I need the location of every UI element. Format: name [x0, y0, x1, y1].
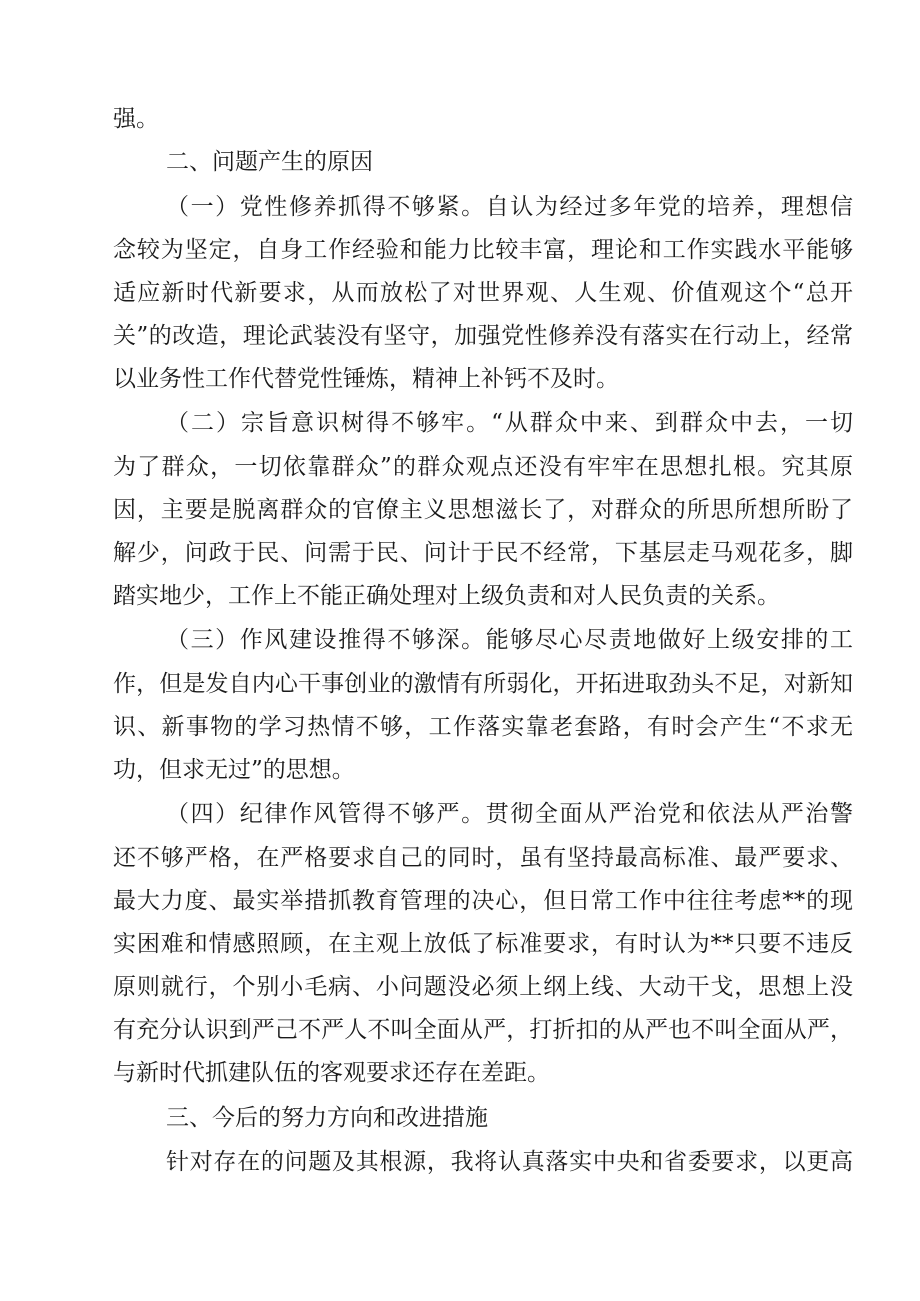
paragraph-line: 最大力度、最实举措抓教育管理的决心，但日常工作中往往考虑**的现 — [113, 888, 853, 914]
paragraph-line: （一）党性修养抓得不够紧。自认为经过多年党的培养，理想信 — [166, 194, 853, 220]
paragraph-line: 作，但是发自内心干事创业的激情有所弱化，开拓进取劲头不足，对新知 — [113, 671, 853, 697]
paragraph-line: 以业务性工作代替党性锤炼，精神上补钙不及时。 — [113, 366, 619, 392]
paragraph-line: 原则就行，个别小毛病、小问题没必须上纲上线、大动干戈，思想上没 — [113, 974, 853, 1000]
paragraph-line: 念较为坚定，自身工作经验和能力比较丰富，理论和工作实践水平能够 — [113, 237, 853, 263]
section-heading-3: 三、今后的努力方向和改进措施 — [166, 1105, 488, 1131]
section-heading-2: 二、问题产生的原因 — [166, 149, 373, 175]
paragraph-line: 为了群众，一切依靠群众”的群众观点还没有牢牢在思想扎根。究其原 — [113, 454, 853, 480]
paragraph-line: （四）纪律作风管得不够严。贯彻全面从严治党和依法从严治警 — [166, 801, 853, 827]
paragraph-line: 与新时代抓建队伍的客观要求还存在差距。 — [113, 1060, 550, 1086]
paragraph-line: 强。 — [113, 106, 159, 132]
paragraph-line: 实困难和情感照顾，在主观上放低了标准要求，有时认为**只要不违反 — [113, 931, 853, 957]
paragraph-line: （二）宗旨意识树得不够牢。“从群众中来、到群众中去，一切 — [166, 410, 853, 436]
paragraph-line: 还不够严格，在严格要求自己的同时，虽有坚持最高标准、最严要求、 — [113, 845, 853, 871]
paragraph-line: （三）作风建设推得不够深。能够尽心尽责地做好上级安排的工 — [166, 627, 853, 653]
paragraph-line: 有充分认识到严己不严人不叫全面从严，打折扣的从严也不叫全面从严， — [113, 1017, 853, 1043]
paragraph-line: 功，但求无过”的思想。 — [113, 757, 355, 783]
paragraph-line: 关”的改造，理论武装没有坚守，加强党性修养没有落实在行动上，经常 — [113, 323, 853, 349]
paragraph-line: 踏实地少，工作上不能正确处理对上级负责和对人民负责的关系。 — [113, 583, 780, 609]
paragraph-line: 因，主要是脱离群众的官僚主义思想滋长了，对群众的所思所想所盼了 — [113, 497, 853, 523]
paragraph-line: 针对存在的问题及其根源，我将认真落实中央和省委要求，以更高 — [166, 1149, 853, 1175]
paragraph-line: 解少，问政于民、问需于民、问计于民不经常，下基层走马观花多，脚 — [113, 540, 853, 566]
paragraph-line: 适应新时代新要求，从而放松了对世界观、人生观、价值观这个“总开 — [113, 280, 853, 306]
paragraph-line: 识、新事物的学习热情不够，工作落实靠老套路，有时会产生“不求无 — [113, 714, 853, 740]
